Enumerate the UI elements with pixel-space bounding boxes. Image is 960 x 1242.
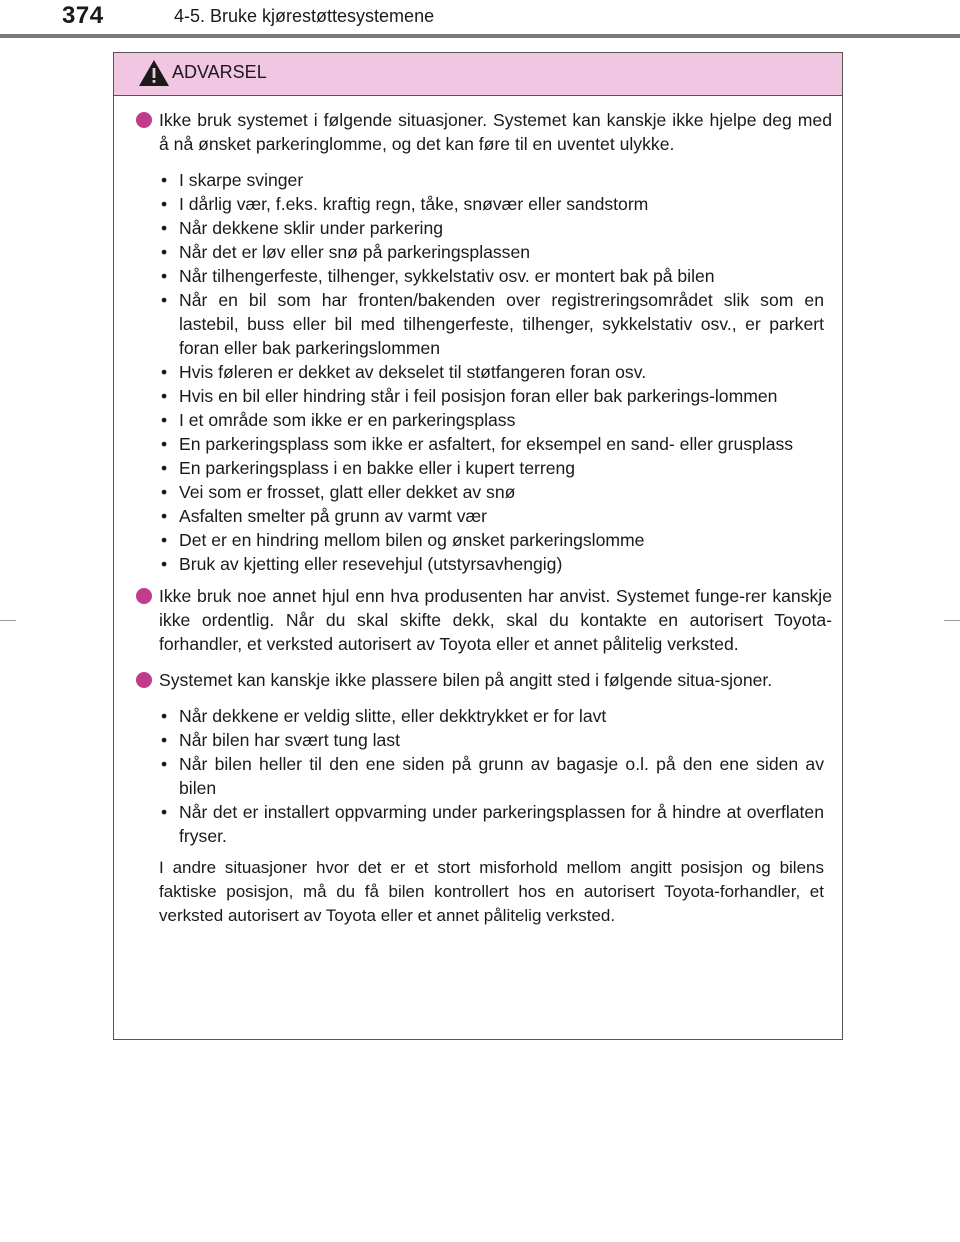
paragraph-text: Ikke bruk systemet i følgende situasjoner. Systemet kan kanskje ikke hjelpe deg med å nå ønsket parkeringlomme, og det kan føre til en uventet ulykke. — [159, 110, 832, 154]
situation-list — [136, 168, 832, 576]
list-item: • Hvis føleren er dekket av dekselet til støtfangeren foran osv. — [160, 360, 832, 384]
header-rule — [0, 34, 960, 38]
list-item: • Hvis en bil eller hindring står i feil posisjon foran eller bak parkerings-lommen — [160, 384, 832, 408]
bullet-dot-icon — [136, 112, 152, 128]
list-item: • Vei som er frosset, glatt eller dekket av snø — [160, 480, 832, 504]
warning-paragraph — [136, 668, 832, 692]
list-item: • I dårlig vær, f.eks. kraftig regn, tåke, snøvær eller sandstorm — [160, 192, 832, 216]
list-item: • Når det er løv eller snø på parkeringsplassen — [160, 240, 832, 264]
section-title: 4-5. Bruke kjørestøttesystemene — [174, 6, 435, 26]
list-item: • Når en bil som har fronten/bakenden over registreringsområdet slik som en lastebil, buss eller bil med tilhengerfeste, tilhenger, sykkelstativ osv., er parkert foran eller bak parkeringslommen — [160, 288, 832, 360]
list-item: • Når tilhengerfeste, tilhenger, sykkelstativ osv. er montert bak på bilen — [160, 264, 832, 288]
warning-content — [114, 96, 842, 928]
list-item: • Når dekkene er veldig slitte, eller dekktrykket er for lavt — [160, 704, 832, 728]
warning-triangle-icon — [138, 59, 170, 87]
paragraph-text: Systemet kan kanskje ikke plassere bilen på angitt sted i følgende situa-sjoner. — [159, 670, 773, 690]
bullet-dot-icon — [136, 588, 152, 604]
list-item: • Når dekkene sklir under parkering — [160, 216, 832, 240]
list-item: • Bruk av kjetting eller resevehjul (utstyrsavhengig) — [160, 552, 832, 576]
bullet-dot-icon — [136, 672, 152, 688]
list-item: • Asfalten smelter på grunn av varmt vær — [160, 504, 832, 528]
list-item: • Når bilen har svært tung last — [160, 728, 832, 752]
list-item: • I skarpe svinger — [160, 168, 832, 192]
list-item: • En parkeringsplass i en bakke eller i kupert terreng — [160, 456, 832, 480]
warning-header — [114, 53, 842, 96]
list-item: • Når det er installert oppvarming under parkeringsplassen for å hindre at overflaten fryser. — [160, 800, 832, 848]
list-item: • En parkeringsplass som ikke er asfaltert, for eksempel en sand- eller grusplass — [160, 432, 832, 456]
page-number: 374 — [62, 2, 104, 29]
margin-mark-left — [0, 620, 16, 621]
warning-box — [113, 52, 843, 1040]
paragraph-text: Ikke bruk noe annet hjul enn hva produsenten har anvist. Systemet funge-rer kanskje ikke ordentlig. Når du skal skifte dekk, skal du kontakte en autorisert Toyota-forhandler, et verksted autorisert av Toyota eller et annet pålitelig verksted. — [159, 586, 832, 654]
warning-paragraph — [136, 108, 832, 156]
list-item: • Det er en hindring mellom bilen og ønsket parkeringslomme — [160, 528, 832, 552]
margin-mark-right — [944, 620, 960, 621]
warning-label: ADVARSEL — [172, 62, 267, 82]
list-item: • I et område som ikke er en parkeringsplass — [160, 408, 832, 432]
warning-paragraph — [136, 584, 832, 656]
list-item: • Når bilen heller til den ene siden på grunn av bagasje o.l. på den ene siden av bilen — [160, 752, 832, 800]
situation-list — [136, 704, 832, 848]
closing-note: I andre situasjoner hvor det er et stort misforhold mellom angitt posisjon og bilens faktiske posisjon, må du få bilen kontrollert hos en autorisert Toyota-forhandler, et verksted autorisert av Toyota eller et annet pålitelig verksted. — [159, 858, 824, 925]
